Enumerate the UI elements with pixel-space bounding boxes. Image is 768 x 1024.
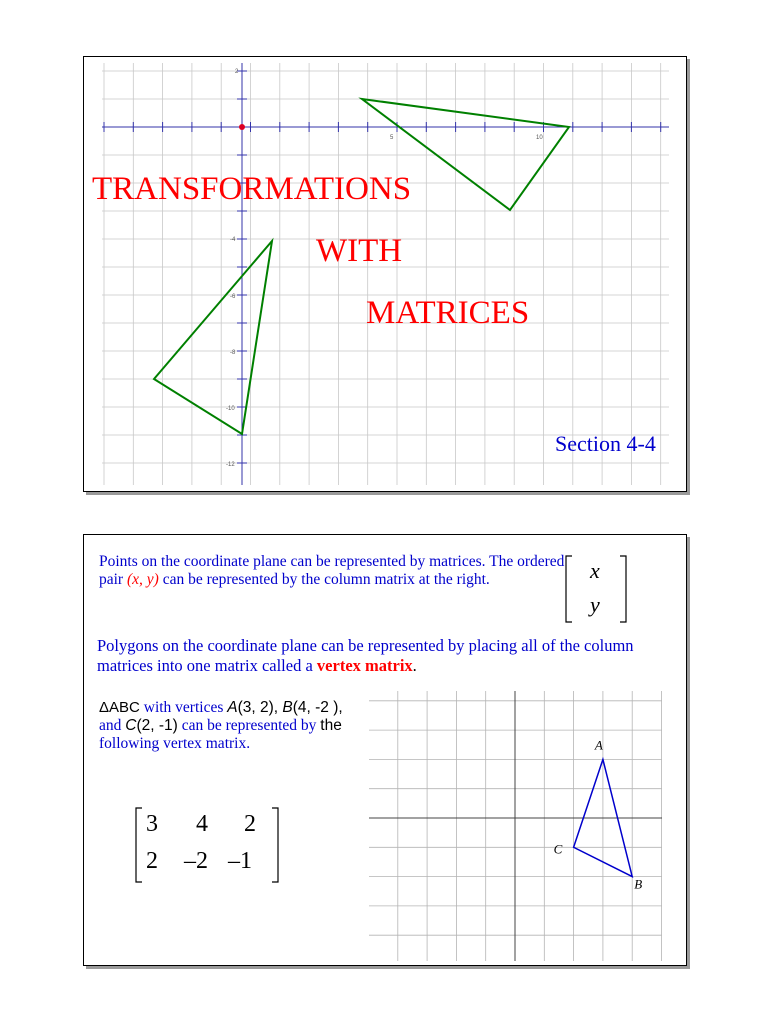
svg-text:-4: -4 <box>230 237 236 243</box>
vertex-matrix-term: vertex matrix <box>316 656 413 675</box>
svg-text:-6: -6 <box>230 294 236 300</box>
triangle-lower <box>154 241 272 434</box>
svg-text:-8: -8 <box>230 350 236 356</box>
vertex-matrix-slide <box>83 534 687 966</box>
title-line-1: TRANSFORMATIONS <box>92 171 412 207</box>
column-matrix-x: x <box>590 558 600 583</box>
matrix-cell: 3 <box>146 811 158 837</box>
vertex-label-b: B <box>634 876 643 892</box>
matrix-cell: –1 <box>228 848 252 874</box>
svg-text:-10: -10 <box>226 406 235 412</box>
vertex-label-a: A <box>594 737 603 753</box>
paragraph-points: Points on the coordinate plane can be represented by matrices. The ordered pair (x, y) can be represented by the column matrix at the right. <box>99 553 565 588</box>
origin-point <box>239 124 245 130</box>
title-line-3: MATRICES <box>366 295 530 331</box>
column-matrix-y: y <box>590 592 600 617</box>
coordinate-grid-graph <box>84 57 686 491</box>
matrix-cell: 4 <box>196 811 208 837</box>
matrix-cell: 2 <box>146 848 158 874</box>
x-axis <box>102 122 669 132</box>
column-matrix <box>562 554 630 624</box>
triangle-abc <box>574 759 633 876</box>
svg-text:2: 2 <box>235 69 239 75</box>
matrix-cell: 2 <box>244 811 256 837</box>
svg-text:10: 10 <box>536 135 543 141</box>
paragraph-polygons: Polygons on the coordinate plane can be represented by placing all of the column matrices into one matrix called a vertex matrix. <box>97 636 634 675</box>
title-slide <box>83 56 687 492</box>
section-label: Section 4-4 <box>555 431 656 456</box>
grid-lines <box>102 63 669 485</box>
paragraph-triangle: ΔABC with vertices A(3, 2), B(4, -2 ), and C(2, -1) can be represented by the following vertex matrix. <box>99 699 343 752</box>
svg-text:-12: -12 <box>226 462 235 468</box>
vertex-label-c: C <box>553 841 563 857</box>
svg-text:5: 5 <box>390 135 394 141</box>
matrix-cell: –2 <box>184 848 208 874</box>
ordered-pair: (x, y) <box>126 571 159 588</box>
vertex-matrix <box>132 805 284 885</box>
title-line-2: WITH <box>316 233 403 269</box>
